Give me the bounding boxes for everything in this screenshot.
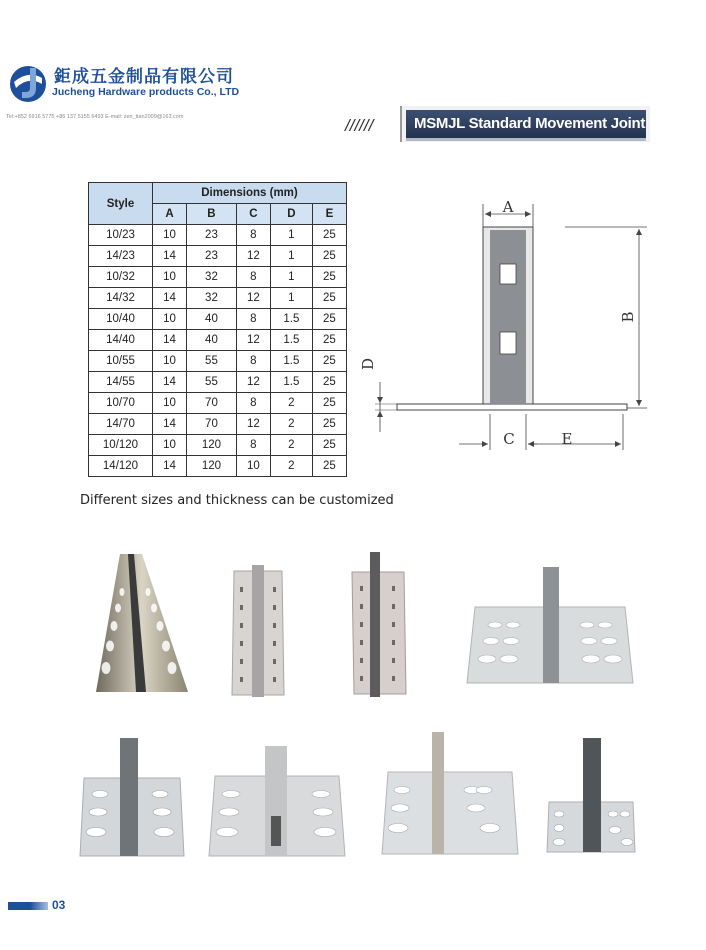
table-header-dimensions: Dimensions (mm) xyxy=(153,183,347,204)
table-cell-value: 8 xyxy=(236,309,270,330)
table-row xyxy=(89,393,347,414)
table-cell-value: 12 xyxy=(236,288,270,309)
table-cell-value: 32 xyxy=(187,267,237,288)
table-cell-value: 10 xyxy=(236,456,270,477)
product-photo-grey-joint-b xyxy=(348,552,410,697)
table-cell-value: 8 xyxy=(236,435,270,456)
dimensions-table xyxy=(88,182,347,477)
table-cell-style: 10/40 xyxy=(89,309,153,330)
table-row xyxy=(89,435,347,456)
table-cell-value: 25 xyxy=(312,309,346,330)
table-cell-value: 10 xyxy=(153,267,187,288)
table-cell-value: 2 xyxy=(270,393,312,414)
dimension-label-c: C xyxy=(503,430,515,448)
stem-hole-upper xyxy=(500,264,516,284)
table-cell-value: 1 xyxy=(270,267,312,288)
company-logo-icon xyxy=(8,62,48,106)
table-cell-value: 120 xyxy=(187,435,237,456)
table-cell-value: 10 xyxy=(153,309,187,330)
table-cell-value: 12 xyxy=(236,414,270,435)
table-cell-value: 120 xyxy=(187,456,237,477)
table-row xyxy=(89,225,347,246)
product-photo-joint-e xyxy=(380,732,520,856)
table-cell-value: 25 xyxy=(312,351,346,372)
table-row xyxy=(89,309,347,330)
table-cell-value: 1.5 xyxy=(270,351,312,372)
table-cell-value: 2 xyxy=(270,435,312,456)
table-column-header: E xyxy=(312,204,346,225)
table-cell-value: 25 xyxy=(312,330,346,351)
table-cell-value: 1.5 xyxy=(270,309,312,330)
table-cell-style: 14/120 xyxy=(89,456,153,477)
table-row xyxy=(89,267,347,288)
table-cell-value: 32 xyxy=(187,288,237,309)
product-photo-wide-joint xyxy=(465,567,635,685)
product-photo-grey-joint-a xyxy=(228,565,288,697)
dimension-label-b: B xyxy=(619,311,637,323)
table-body xyxy=(89,225,347,477)
table-cell-value: 1 xyxy=(270,225,312,246)
table-column-header: C xyxy=(236,204,270,225)
table-column-header: A xyxy=(153,204,187,225)
table-cell-value: 25 xyxy=(312,414,346,435)
table-cell-value: 14 xyxy=(153,456,187,477)
table-cell-value: 25 xyxy=(312,393,346,414)
table-row xyxy=(89,456,347,477)
table-cell-value: 25 xyxy=(312,246,346,267)
table-cell-value: 25 xyxy=(312,372,346,393)
table-cell-style: 14/55 xyxy=(89,372,153,393)
product-photo-brass-joint xyxy=(92,552,190,698)
company-name-english: Jucheng Hardware products Co., LTD xyxy=(52,86,240,98)
table-cell-value: 25 xyxy=(312,456,346,477)
profile-diagram xyxy=(355,192,675,457)
table-cell-style: 14/40 xyxy=(89,330,153,351)
table-cell-value: 8 xyxy=(236,393,270,414)
title-slashes: ////// xyxy=(345,116,374,135)
table-cell-style: 14/70 xyxy=(89,414,153,435)
page-number: 03 xyxy=(52,898,66,912)
dimension-label-e: E xyxy=(561,430,573,448)
contact-line: Tel:+852 6916 5775 +86 137 5155 6493 E-mail: zen_tian2009@163.com xyxy=(6,114,184,120)
table-cell-value: 12 xyxy=(236,330,270,351)
table-cell-value: 12 xyxy=(236,246,270,267)
product-photo-joint-f xyxy=(545,738,637,854)
table-cell-value: 8 xyxy=(236,351,270,372)
table-cell-value: 14 xyxy=(153,372,187,393)
table-row xyxy=(89,288,347,309)
customization-note: Different sizes and thickness can be customized xyxy=(80,493,394,508)
profile-base-plate xyxy=(397,404,627,410)
table-cell-style: 10/23 xyxy=(89,225,153,246)
table-cell-value: 55 xyxy=(187,372,237,393)
table-cell-value: 55 xyxy=(187,351,237,372)
table-cell-value: 40 xyxy=(187,309,237,330)
table-cell-value: 1.5 xyxy=(270,330,312,351)
table-header-style: Style xyxy=(89,183,153,225)
table-cell-value: 14 xyxy=(153,414,187,435)
table-cell-value: 23 xyxy=(187,225,237,246)
product-photo-joint-c xyxy=(78,738,186,858)
table-cell-value: 14 xyxy=(153,246,187,267)
table-column-header: D xyxy=(270,204,312,225)
table-cell-value: 14 xyxy=(153,288,187,309)
table-row xyxy=(89,246,347,267)
table-cell-value: 1.5 xyxy=(270,372,312,393)
dimension-label-a: A xyxy=(502,198,514,216)
table-cell-style: 10/55 xyxy=(89,351,153,372)
table-cell-value: 23 xyxy=(187,246,237,267)
table-cell-value: 2 xyxy=(270,456,312,477)
table-cell-value: 25 xyxy=(312,267,346,288)
table-cell-value: 40 xyxy=(187,330,237,351)
table-cell-value: 2 xyxy=(270,414,312,435)
table-row xyxy=(89,372,347,393)
table-cell-value: 25 xyxy=(312,288,346,309)
table-cell-value: 8 xyxy=(236,267,270,288)
table-cell-value: 10 xyxy=(153,351,187,372)
table-cell-style: 10/70 xyxy=(89,393,153,414)
table-cell-style: 14/32 xyxy=(89,288,153,309)
dimension-label-d: D xyxy=(359,357,377,371)
table-cell-value: 12 xyxy=(236,372,270,393)
table-cell-value: 1 xyxy=(270,288,312,309)
table-cell-value: 8 xyxy=(236,225,270,246)
table-row xyxy=(89,414,347,435)
table-cell-value: 70 xyxy=(187,393,237,414)
table-cell-style: 10/120 xyxy=(89,435,153,456)
profile-stem-core xyxy=(490,230,526,404)
table-row xyxy=(89,330,347,351)
stem-hole-lower xyxy=(500,332,516,354)
table-cell-value: 25 xyxy=(312,225,346,246)
table-cell-value: 10 xyxy=(153,393,187,414)
table-column-header: B xyxy=(187,204,237,225)
page-marker-bar xyxy=(8,902,48,910)
title-underline xyxy=(406,138,646,141)
table-cell-value: 70 xyxy=(187,414,237,435)
table-cell-value: 14 xyxy=(153,330,187,351)
table-cell-style: 10/32 xyxy=(89,267,153,288)
table-cell-style: 14/23 xyxy=(89,246,153,267)
product-photo-joint-d xyxy=(207,746,347,858)
table-cell-value: 1 xyxy=(270,246,312,267)
table-cell-value: 10 xyxy=(153,225,187,246)
table-row xyxy=(89,351,347,372)
company-name-chinese: 鉅成五金制品有限公司 xyxy=(54,67,234,87)
page-title: MSMJL Standard Movement Joint xyxy=(406,110,646,138)
table-cell-value: 25 xyxy=(312,435,346,456)
table-cell-value: 10 xyxy=(153,435,187,456)
